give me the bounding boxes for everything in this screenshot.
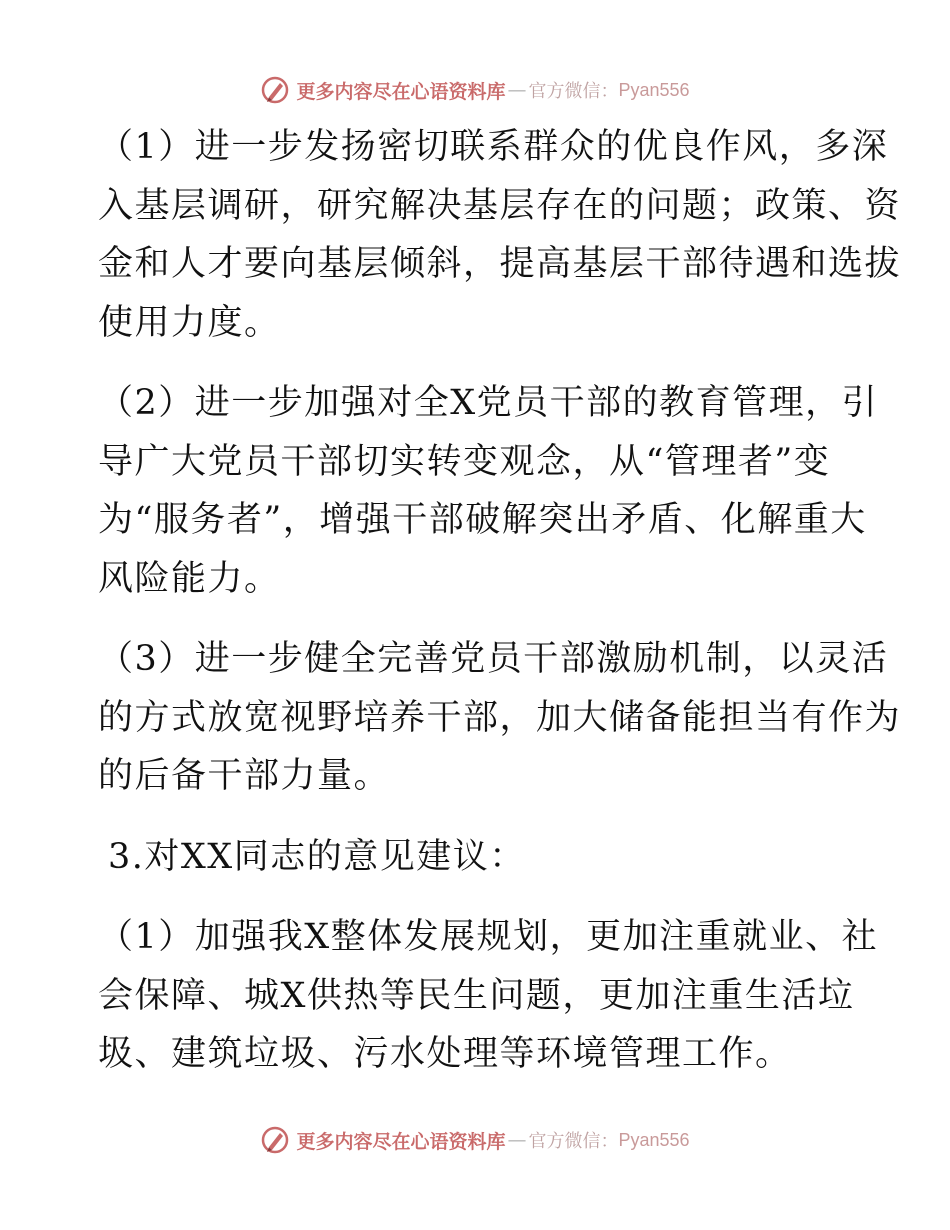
banner-wechat-label: 官方微信： (528, 1131, 619, 1152)
paragraph-line: 的后备干部力量。 (98, 756, 391, 796)
paragraph-1 (98, 118, 902, 352)
document-body (98, 118, 902, 1106)
paragraph-3 (98, 630, 902, 806)
paragraph-line: 为“服务者”，增强干部破解突出矛盾、化解重大 (98, 500, 867, 540)
banner-dash: — (507, 79, 527, 101)
banner-wechat-id: Pyan556 (618, 1129, 690, 1150)
paragraph-line: 圾、建筑垃圾、污水处理等环境管理工作。 (98, 1034, 792, 1074)
paragraph-line: 的方式放宽视野培养干部，加大储备能担当有作为 (98, 697, 902, 738)
paragraph-line: （3）进一步健全完善党员干部激励机制，以灵活 (98, 639, 889, 679)
banner-wechat-id: Pyan556 (618, 79, 690, 100)
header-watermark (0, 70, 950, 110)
footer-watermark (0, 1120, 950, 1160)
banner-wechat-label: 官方微信： (528, 81, 619, 102)
paragraph-line: 导广大党员干部切实转变观念，从“管理者”变 (98, 441, 831, 482)
paragraph-line: 会保障、城X供热等民生问题，更加注重生活垃 (98, 975, 855, 1016)
banner-main-text: 更多内容尽在心语资料库 (296, 80, 506, 103)
banner-dash: — (507, 1129, 527, 1151)
paragraph-line: （1）加强我X整体发展规划，更加注重就业、社 (98, 917, 879, 957)
paragraph-line: （2）进一步加强对全X党员干部的教育管理，引 (98, 383, 879, 423)
banner-main-text: 更多内容尽在心语资料库 (296, 1130, 506, 1153)
paragraph-line: 金和人才要向基层倾斜，提高基层干部待遇和选拔 (98, 244, 902, 284)
pen-logo-icon (260, 75, 290, 105)
paragraph-line: 风险能力。 (98, 558, 281, 599)
paragraph-4 (98, 908, 879, 1084)
paragraph-line: （1）进一步发扬密切联系群众的优良作风，多深 (98, 127, 889, 167)
paragraph-line: 入基层调研，研究解决基层存在的问题；政策、资 (98, 185, 902, 226)
paragraph-2 (98, 374, 879, 608)
paragraph-line: 3.对XX同志的意见建议： (108, 836, 526, 877)
paragraph-line: 使用力度。 (98, 302, 281, 343)
pen-logo-icon (260, 1125, 290, 1155)
section-heading (98, 828, 858, 887)
